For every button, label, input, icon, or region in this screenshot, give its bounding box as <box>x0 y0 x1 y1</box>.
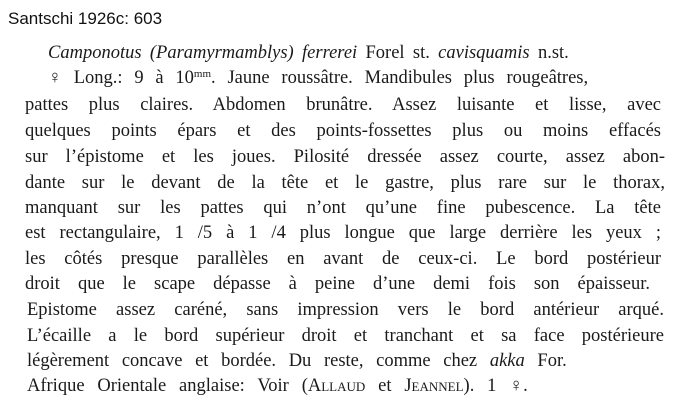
text-line-10: Epistome assez caréné, sans impression vers le bord antérieur arqué. <box>27 300 664 320</box>
subspecies-name: cavisquamis <box>438 43 530 63</box>
text-line-7: est rectangulaire, 1 /5 à 1 /4 plus longue que large derrière les yeux ; <box>25 223 661 243</box>
text-line-12 <box>27 351 567 372</box>
text-line-12-start: légèrement concave et bordée. Du reste, comme chez <box>27 351 490 371</box>
text-line-1 <box>48 68 588 89</box>
specimen-count: ). 1 ♀. <box>463 376 528 396</box>
text-line-9: droit que le scape dépasse à peine d’une demi fois son épaisseur. <box>25 274 650 294</box>
species-heading <box>48 43 569 64</box>
collector-name-1: Allaud <box>307 376 366 396</box>
text-line-3: quelques points épars et des points-fossettes plus ou moins effacés <box>25 121 661 141</box>
compared-species-name: akka <box>489 351 525 371</box>
collector-joiner: et <box>365 376 405 396</box>
text-line-1-start: ♀ Long.: 9 à 10 <box>48 68 194 88</box>
citation-label: Santschi 1926c: 603 <box>8 9 163 28</box>
text-line-12-end: For. <box>524 351 567 371</box>
text-line-6: manquant sur les pattes qui n’ont qu’une fine pubescence. La tête <box>25 198 661 218</box>
text-line-8: les côtés presque parallèles en avant de ceux-ci. Le bord postérieur <box>25 249 661 269</box>
text-line-1-end: . Jaune roussâtre. Mandibules plus rougeâtres, <box>211 68 589 88</box>
taxon-status: n.st. <box>537 43 569 63</box>
genus-name: Camponotus (Paramyrmamblys) ferrerei <box>48 43 358 63</box>
text-line-11: L’écaille a le bord supérieur droit et tranchant et sa face postérieure <box>27 326 664 346</box>
text-line-2: pattes plus claires. Abdomen brunâtre. Assez luisante et lisse, avec <box>25 95 661 115</box>
collector-name-2: Jeannel <box>404 376 464 396</box>
unit-superscript: mm <box>193 68 212 80</box>
locality-text: Afrique Orientale anglaise: Voir ( <box>27 376 308 396</box>
text-line-13 <box>27 376 528 397</box>
text-line-5: dante sur le devant de la tête et le gastre, plus rare sur le thorax, <box>25 173 665 193</box>
text-line-4: sur l’épistome et les joues. Pilosité dressée assez courte, assez abon- <box>25 147 665 167</box>
author-name: Forel st. <box>365 43 430 63</box>
